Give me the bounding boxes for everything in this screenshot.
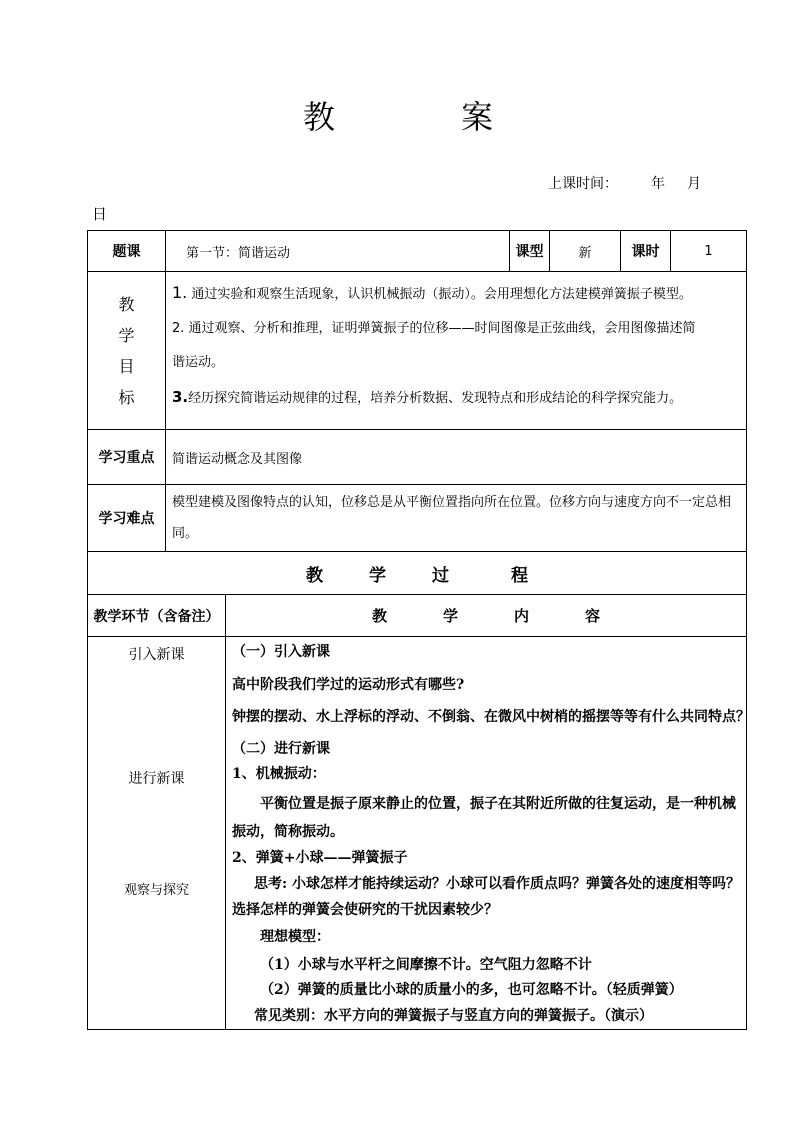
process-title-char: 教: [306, 565, 323, 586]
objectives-row: [88, 272, 747, 430]
key-point-value: 简谐运动概念及其图像: [166, 430, 747, 485]
difficulty-row: [88, 485, 747, 552]
type-label: 课型: [510, 231, 550, 272]
process-title-row: [88, 552, 747, 595]
key-point-label: 学习重点: [88, 430, 166, 485]
hours-value: 1: [671, 231, 747, 272]
year-label: 年: [651, 176, 665, 192]
class-time-label: 上课时间：: [548, 176, 618, 192]
process-title-char: 程: [511, 565, 528, 586]
stage-label: 引入新课: [128, 647, 185, 663]
title-char: 教: [303, 98, 336, 136]
stage-label: 观察与探究: [123, 883, 189, 898]
topic-label: 题课: [88, 231, 166, 272]
process-title: [88, 552, 747, 595]
objective-item-3: 3.经历探究简谐运动规律的过程，培养分析数据、发现特点和形成结论的科学探究能力。: [172, 388, 683, 406]
content-header-char: 容: [585, 607, 601, 625]
stage-label: 进行新课: [128, 771, 185, 787]
content-line: 理想模型：: [260, 929, 330, 945]
objective-item-1: 1. 通过实验和观察生活现象，认识机械振动（振动）。会用理想化方法建模弹簧振子模型。: [172, 283, 692, 302]
objectives-label-char: 标: [118, 387, 135, 407]
topic-row: [88, 231, 747, 272]
objective-item-2: 2. 通过观察、分析和推理，证明弹簧振子的位移——时间图像是正弦曲线，会用图像描述简 谐运动。: [172, 321, 696, 370]
content-line: （一）引入新课: [232, 644, 330, 660]
process-title-char: 学: [369, 565, 386, 586]
objectives-label-char: 目: [118, 356, 135, 376]
type-value: 新: [550, 231, 621, 272]
content-line: 高中阶段我们学过的运动形式有哪些?: [232, 676, 465, 693]
stage-column: [88, 637, 226, 1030]
content-header-char: 教: [371, 607, 387, 625]
content-line: （二）进行新课: [232, 740, 330, 757]
lesson-plan-table: [87, 230, 750, 1030]
content-line: 常见类别：水平方向的弹簧振子与竖直方向的弹簧振子。（演示）: [254, 1007, 653, 1024]
difficulty-label: 学习难点: [88, 485, 166, 552]
objectives-label: [88, 272, 166, 430]
stage-header: 教学环节（含备注）: [88, 595, 226, 637]
content-line: 思考: 小球怎样才能持续运动？小球可以看作质点吗？弹簧各处的速度相等吗？选择怎样的弹簧会使研究的干扰因素较少？: [232, 876, 741, 918]
content-header-char: 内: [514, 607, 530, 625]
content-line: （2）弹簧的质量比小球的质量小的多，也可忽略不计。（轻质弹簧）: [260, 982, 683, 998]
day-label: 日: [92, 205, 108, 223]
difficulty-value: 模型建模及图像特点的认知，位移总是从平衡位置指向所在位置。位移方向与速度方向不一定总相同。: [166, 485, 747, 552]
content-header-char: 学: [442, 607, 458, 625]
content-line: 平衡位置是振子原来静止的位置，振子在其附近所做的往复运动，是一种机械振动，简称振动。: [232, 795, 736, 840]
title-char: 案: [461, 98, 494, 136]
content-column: [226, 637, 750, 1030]
hours-label: 课时: [621, 231, 671, 272]
process-header-row: [88, 595, 747, 637]
content-line: 1、机械振动：: [232, 766, 326, 782]
topic-value: 第一节：简谐运动: [166, 231, 510, 272]
objectives-text: [166, 272, 747, 430]
content-header: [226, 595, 747, 637]
content-line: 钟摆的摆动、水上浮标的浮动、不倒翁、在微风中树梢的摇摆等等有什么共同特点？: [232, 709, 750, 725]
objectives-label-char: 教: [118, 294, 135, 314]
key-point-row: [88, 430, 747, 485]
content-line: 2、弹簧+小球——弹簧振子: [232, 849, 408, 866]
month-label: 月: [687, 176, 701, 192]
process-body-row: [88, 637, 747, 1030]
process-title-char: 过: [432, 565, 449, 586]
objectives-label-char: 学: [118, 325, 135, 345]
content-line: （1）小球与水平杆之间摩擦不计。空气阻力忽略不计: [260, 956, 592, 973]
document-title: [0, 92, 794, 142]
